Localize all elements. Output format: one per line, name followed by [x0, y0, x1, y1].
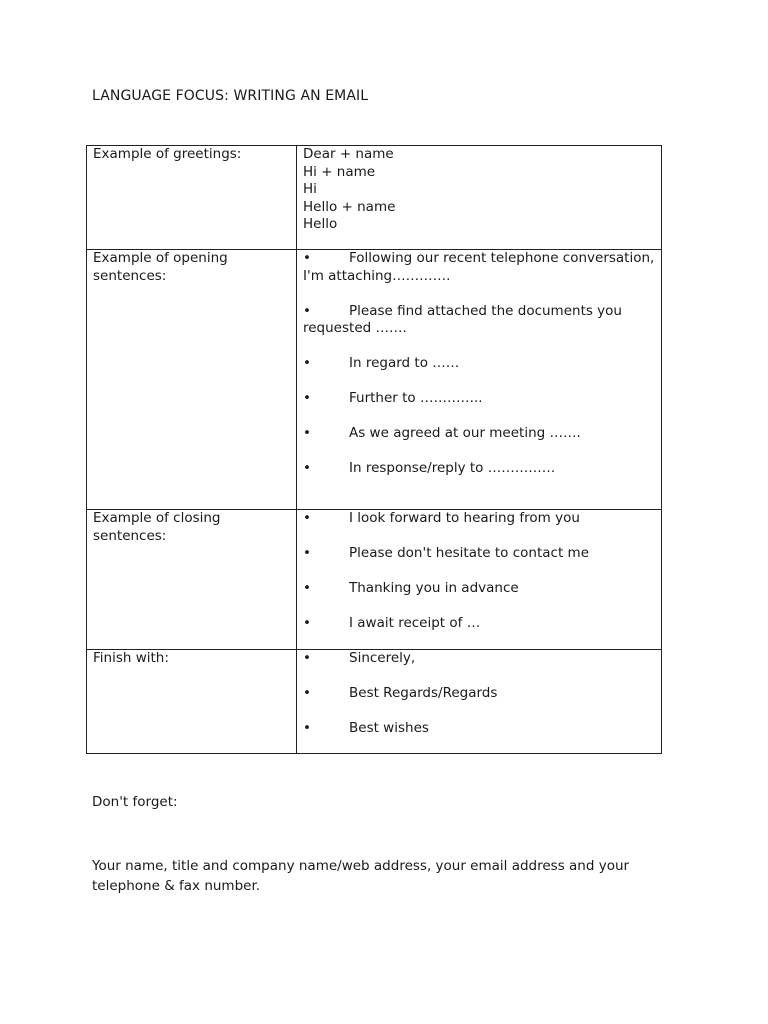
- opening-sentence: Further to …………..: [349, 390, 483, 406]
- bullet-icon: •: [303, 390, 311, 406]
- opening-sentence: In response/reply to ……………: [349, 460, 556, 476]
- bullet-icon: •: [303, 355, 311, 371]
- opening-label: Example of opening sentences:: [87, 250, 297, 510]
- table-row-opening: [87, 250, 662, 510]
- greetings-cell: [297, 146, 662, 250]
- list-item: [303, 390, 655, 408]
- sign-off: Best Regards/Regards: [349, 685, 498, 701]
- opening-sentence: In regard to ……: [349, 355, 460, 371]
- list-item: [303, 425, 655, 443]
- closing-label: Example of closing sentences:: [87, 510, 297, 650]
- list-item: [303, 720, 655, 738]
- reminder-heading: Don't forget:: [92, 794, 178, 810]
- closing-sentence: I look forward to hearing from you: [349, 510, 580, 526]
- list-item: [303, 685, 655, 703]
- list-item: [303, 650, 655, 668]
- greeting-line: Dear + name: [303, 146, 394, 162]
- opening-cell: [297, 250, 662, 510]
- bullet-icon: •: [303, 650, 311, 666]
- opening-sentence: Following our recent telephone conversation, I'm attaching………….: [303, 250, 655, 284]
- bullet-icon: •: [303, 510, 311, 526]
- list-item: [303, 460, 655, 478]
- bullet-icon: •: [303, 615, 311, 631]
- opening-sentence: Please find attached the documents you requested …….: [303, 302, 622, 336]
- bullet-icon: •: [303, 720, 311, 736]
- bullet-icon: •: [303, 580, 311, 596]
- closing-cell: [297, 510, 662, 650]
- greeting-line: Hi + name: [303, 163, 376, 180]
- table-row-greetings: [87, 146, 662, 250]
- language-focus-table: [86, 145, 662, 754]
- closing-sentence: Please don't hesitate to contact me: [349, 545, 589, 561]
- greeting-line: Hello + name: [303, 198, 396, 215]
- greeting-line: Hi: [303, 181, 317, 197]
- closing-sentence: I await receipt of …: [349, 615, 481, 631]
- table-row-finish: [87, 650, 662, 754]
- list-item: [303, 615, 655, 633]
- greetings-label: Example of greetings:: [87, 146, 297, 250]
- table-row-closing: [87, 510, 662, 650]
- finish-cell: [297, 650, 662, 754]
- greeting-line: Hello: [303, 216, 338, 232]
- bullet-icon: •: [303, 685, 311, 701]
- list-item: [303, 580, 655, 598]
- finish-label: Finish with:: [87, 650, 297, 754]
- opening-sentence: As we agreed at our meeting …….: [349, 425, 581, 441]
- bullet-icon: •: [303, 545, 311, 561]
- bullet-icon: •: [303, 425, 311, 441]
- list-item: [303, 303, 655, 338]
- reminder-notes: [92, 792, 652, 896]
- bullet-icon: •: [303, 460, 311, 476]
- reminder-body: Your name, title and company name/web address, your email address and your telephone & fax number.: [92, 858, 630, 894]
- closing-sentence: Thanking you in advance: [349, 580, 519, 596]
- list-item: [303, 510, 655, 528]
- list-item: [303, 250, 655, 285]
- page-title: LANGUAGE FOCUS: WRITING AN EMAIL: [92, 88, 369, 104]
- bullet-icon: •: [303, 250, 311, 266]
- list-item: [303, 355, 655, 373]
- list-item: [303, 545, 655, 563]
- bullet-icon: •: [303, 302, 311, 319]
- sign-off: Sincerely,: [349, 650, 416, 666]
- sign-off: Best wishes: [349, 720, 429, 736]
